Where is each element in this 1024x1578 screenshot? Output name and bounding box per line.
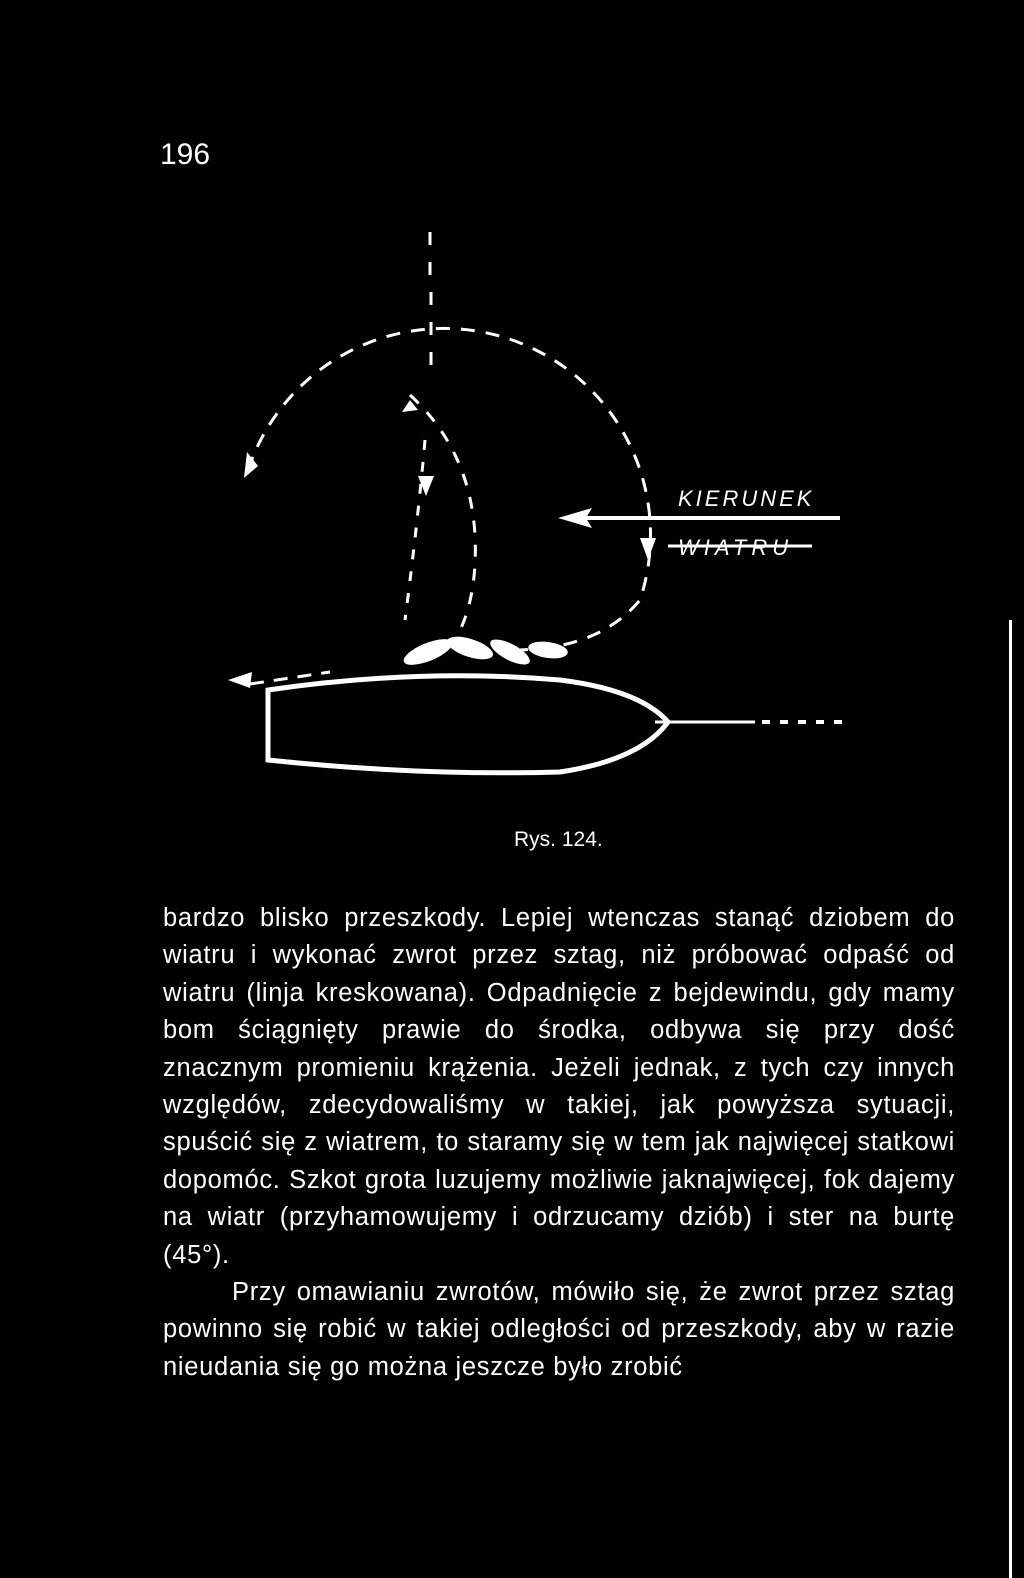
wind-direction-dashed-line [430, 232, 431, 365]
left-arrowhead-icon [228, 672, 252, 688]
figure-caption: Rys. 124. [514, 828, 603, 851]
wind-label-line2: WIATRU [678, 535, 794, 560]
obstacle-shape [268, 676, 668, 773]
dashed-circle-track [248, 328, 651, 650]
circle-arrowhead-icon [244, 452, 258, 478]
wind-label-line1: KIERUNEK [678, 486, 815, 511]
paragraph: bardzo blisko przeszkody. Lepiej wtenczas stanąć dziobem do wiatru i wykonać zwrot przez sztag, niż próbować odpaść od wiatru (linja kreskowana). Odpadnięcie z bejdewindu, gdy mamy bom ściągnięty prawie do środka, odbywa się przy dość znacznym promieniu krążenia. Jeżeli jednak, z tych czy innych względów, zdecydowaliśmy w takiej, jak powyższa sytuacji, spuścić się z wiatrem, to staramy się w tem jak najwięcej statkowi dopomóc. Szkot grota luzujemy możliwie jaknajwięcej, fok dajemy na wiatr (przyhamowujemy i odrzucamy dziób) i ster na burtę (45°). [163, 904, 955, 1269]
inner-dashed-track-left [405, 440, 425, 620]
inner-dashed-track [410, 395, 475, 640]
page-edge-line [1009, 620, 1012, 1578]
body-text [163, 900, 955, 1386]
page-number: 196 [160, 138, 211, 171]
paragraph: Przy omawianiu zwrotów, mówiło się, że zwrot przez sztag powinno się robić w takiej odległości od przeszkody, aby w razie nieudania się go można jeszcze było zrobić [163, 1278, 955, 1381]
boat-positions [401, 632, 569, 670]
